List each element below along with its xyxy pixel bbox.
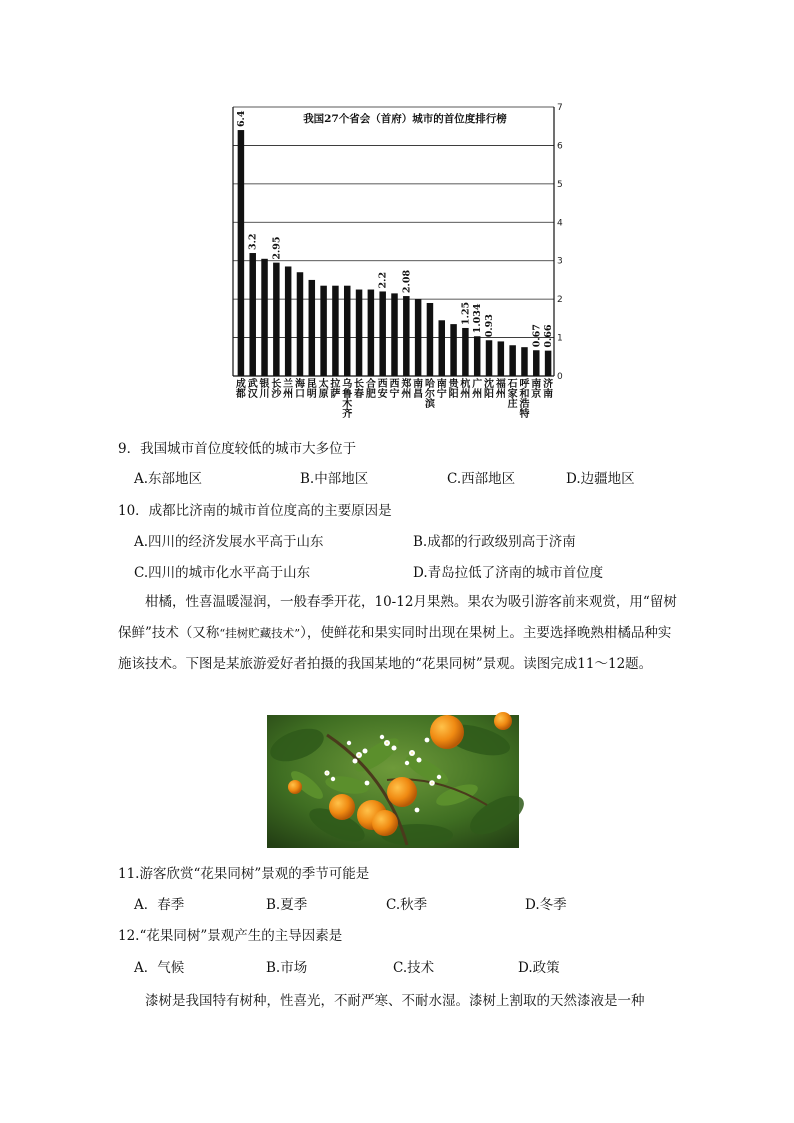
category-label: 广州 (472, 379, 483, 400)
q9-option-a: A.东部地区 (134, 471, 203, 487)
chart-title: 我国27个省会（首府）城市的首位度排行榜 (303, 113, 507, 125)
bar (450, 324, 456, 376)
bar (379, 291, 385, 376)
q12-stem: 12.“花果同树”景观产生的主导因素是 (118, 928, 343, 944)
bar (332, 286, 338, 376)
passage-lacquer-tree: 漆树是我国特有树种，性喜光，不耐严寒、不耐水湿。漆树上割取的天然漆液是一种 (145, 993, 645, 1009)
category-label: 兰州 (283, 379, 294, 400)
category-label: 沈阳 (484, 379, 495, 400)
category-label: 哈尔滨 (424, 379, 435, 410)
bar (249, 253, 255, 376)
category-label: 海口 (294, 379, 305, 400)
bar (462, 328, 468, 376)
category-label: 贵阳 (448, 379, 459, 400)
bar (297, 272, 303, 376)
data-label: 1.034 (472, 303, 484, 334)
q12-option-b: B.市场 (266, 960, 308, 976)
q11-option-a: A．春季 (134, 897, 185, 913)
category-label: 呼和浩特 (519, 379, 530, 420)
q9-option-c: C.西部地区 (447, 471, 516, 487)
orange-tree-photo (267, 715, 519, 848)
data-label: 0.66 (543, 324, 555, 348)
bar (533, 350, 539, 376)
q10-option-c: C.四川的城市化水平高于山东 (134, 565, 311, 581)
data-label: 2.95 (271, 236, 283, 260)
q10-option-a: A.四川的经济发展水平高于山东 (134, 534, 324, 550)
q11-stem: 11.游客欣赏“花果同树”景观的季节可能是 (118, 866, 370, 882)
y-tick-label: 3 (557, 256, 563, 267)
category-label: 拉萨 (330, 379, 341, 400)
category-label: 长春 (354, 379, 365, 400)
category-label: 合肥 (365, 379, 376, 400)
category-label: 西安 (377, 379, 388, 400)
bar (427, 303, 433, 376)
bar (474, 336, 480, 376)
data-label: 3.2 (247, 233, 259, 251)
category-label: 福州 (495, 379, 506, 400)
data-label: 1.25 (460, 301, 472, 325)
passage-citrus-part2: “挂树贮藏技术” (219, 626, 301, 640)
q10-option-d: D.青岛拉低了济南的城市首位度 (413, 565, 604, 581)
bar (356, 290, 362, 376)
category-label: 南昌 (413, 379, 424, 400)
category-label: 武汉 (247, 379, 258, 400)
q12-option-c: C.技术 (393, 960, 435, 976)
y-tick-label: 7 (557, 103, 563, 113)
y-tick-label: 5 (557, 179, 563, 190)
passage-citrus-part3: ），使鲜花和果实同时出现在果树上。主要选择晚熟柑橘品种实施该技术。下图是某旅游爱好者拍摄的我国某地的“花果同树”景观。读图完成11～12题。 (118, 625, 672, 672)
category-label: 成都 (235, 379, 246, 400)
data-label: 0.93 (484, 314, 496, 338)
city-primacy-chart (225, 100, 570, 420)
category-label: 太原 (318, 379, 329, 400)
q9-option-d: D.边疆地区 (566, 471, 635, 487)
q9-option-b: B.中部地区 (300, 471, 369, 487)
data-label: 0.67 (531, 324, 543, 348)
bar (391, 293, 397, 376)
orange-tree-illustration (267, 715, 519, 848)
y-tick-label: 4 (557, 218, 563, 229)
category-label: 长沙 (271, 379, 282, 400)
category-label: 济南 (543, 379, 554, 400)
y-tick-label: 1 (557, 333, 563, 344)
bar (521, 347, 527, 376)
data-label: 6.4 (235, 110, 247, 128)
bar (309, 280, 315, 376)
y-tick-label: 6 (557, 141, 563, 152)
category-label: 杭州 (460, 379, 471, 400)
bar (285, 266, 291, 376)
category-label: 银川 (259, 379, 270, 400)
bar-chart-svg (225, 100, 570, 420)
q12-option-d: D.政策 (518, 960, 560, 976)
category-label: 乌鲁木齐 (342, 379, 353, 420)
q11-option-c: C.秋季 (386, 897, 428, 913)
category-label: 南京 (531, 379, 542, 400)
bar (545, 351, 551, 376)
q10-stem: 10．成都比济南的城市首位度高的主要原因是 (118, 503, 392, 519)
bar (415, 299, 421, 376)
bar (238, 130, 244, 376)
data-label: 2.08 (401, 269, 413, 294)
q12-option-a: A．气候 (134, 960, 185, 976)
bar (509, 345, 515, 376)
bar (320, 286, 326, 376)
q11-option-d: D.冬季 (525, 897, 567, 913)
q9-stem: 9．我国城市首位度较低的城市大多位于 (118, 441, 357, 457)
bar (439, 320, 445, 376)
q11-option-b: B.夏季 (266, 897, 308, 913)
category-label: 郑州 (401, 379, 412, 400)
passage-citrus (118, 587, 678, 680)
bar (273, 263, 279, 376)
bar (486, 340, 492, 376)
q10-option-b: B.成都的行政级别高于济南 (413, 534, 576, 550)
bar (498, 341, 504, 376)
category-label: 西宁 (389, 379, 400, 400)
passage-citrus-part1: 柑橘，性喜温暖湿润，一般春季开花，10-12月果熟。果农为吸引游客前来观赏，用“留树保鲜”技术（又称 (118, 594, 677, 641)
bar (344, 286, 350, 376)
y-tick-label: 2 (557, 295, 563, 306)
y-tick-label: 0 (557, 372, 563, 382)
data-label: 2.2 (377, 271, 389, 289)
category-label: 昆明 (306, 379, 317, 400)
bar (403, 296, 409, 376)
category-label: 南宁 (436, 379, 447, 400)
category-label: 石家庄 (507, 379, 518, 410)
bar (261, 259, 267, 376)
bar (368, 290, 374, 376)
